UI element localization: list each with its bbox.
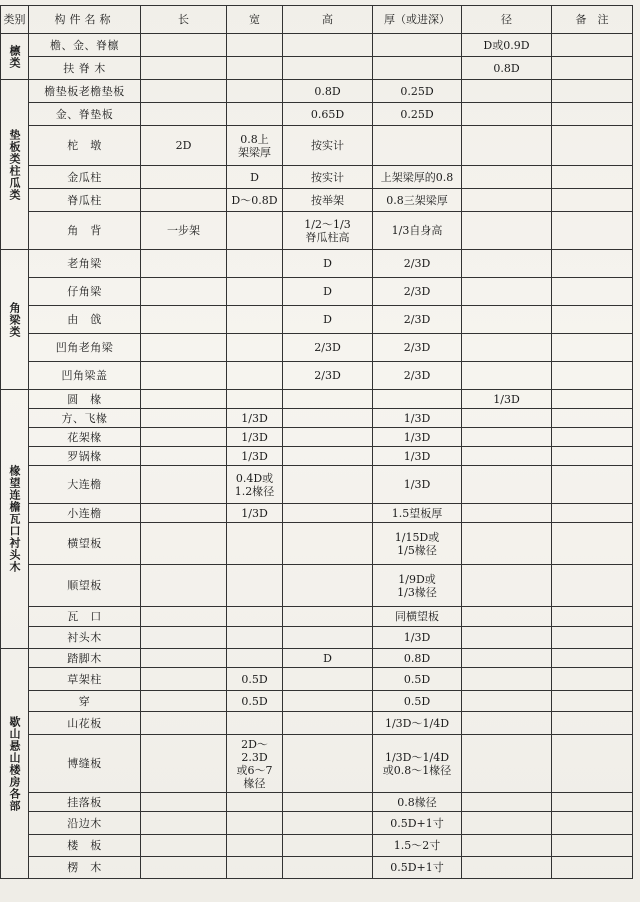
length-cell <box>141 362 227 390</box>
remarks-cell <box>552 126 633 166</box>
remarks-cell <box>552 565 633 607</box>
width-cell <box>227 649 283 668</box>
remarks-cell <box>552 212 633 250</box>
height-cell <box>283 712 373 735</box>
table-row <box>1 409 633 428</box>
width-cell <box>227 835 283 857</box>
category-cell: 垫板类柱瓜类 <box>1 80 29 250</box>
width-cell <box>227 103 283 126</box>
width-cell: 1/3D <box>227 428 283 447</box>
width-cell <box>227 80 283 103</box>
length-cell <box>141 334 227 362</box>
remarks-cell <box>552 712 633 735</box>
table-row <box>1 362 633 390</box>
table-row <box>1 523 633 565</box>
height-cell: 按实计 <box>283 166 373 189</box>
height-cell <box>283 523 373 565</box>
table-row <box>1 80 633 103</box>
thickness-cell <box>373 34 462 57</box>
width-cell: 1/3D <box>227 409 283 428</box>
width-cell <box>227 34 283 57</box>
component-name-cell: 圆 椽 <box>29 390 141 409</box>
remarks-cell <box>552 691 633 712</box>
table-row <box>1 691 633 712</box>
remarks-cell <box>552 334 633 362</box>
length-cell <box>141 278 227 306</box>
thickness-cell: 1/3D <box>373 466 462 504</box>
width-cell: 2D～2.3D 或6～7 椽径 <box>227 735 283 793</box>
table-row <box>1 306 633 334</box>
height-cell <box>283 607 373 627</box>
diameter-cell <box>462 565 552 607</box>
height-cell <box>283 565 373 607</box>
diameter-cell <box>462 504 552 523</box>
component-name-cell: 顺望板 <box>29 565 141 607</box>
length-cell <box>141 34 227 57</box>
table-row <box>1 126 633 166</box>
component-name-cell: 衬头木 <box>29 627 141 649</box>
height-cell <box>283 409 373 428</box>
table-row <box>1 735 633 793</box>
diameter-cell <box>462 793 552 812</box>
height-cell <box>283 627 373 649</box>
thickness-cell: 1/3D <box>373 428 462 447</box>
component-name-cell: 檐、金、脊檩 <box>29 34 141 57</box>
diameter-cell <box>462 712 552 735</box>
thickness-cell: 0.25D <box>373 103 462 126</box>
table-row <box>1 835 633 857</box>
width-cell: 0.8上 架梁厚 <box>227 126 283 166</box>
length-cell <box>141 306 227 334</box>
component-name-cell: 穿 <box>29 691 141 712</box>
length-cell <box>141 523 227 565</box>
diameter-cell <box>462 278 552 306</box>
component-name-cell: 金瓜柱 <box>29 166 141 189</box>
remarks-cell <box>552 428 633 447</box>
length-cell <box>141 428 227 447</box>
height-cell: D <box>283 306 373 334</box>
height-cell: 0.8D <box>283 80 373 103</box>
width-cell <box>227 565 283 607</box>
table-row <box>1 857 633 879</box>
category-cell: 歇山悬山楼房各部 <box>1 649 29 879</box>
height-cell <box>283 835 373 857</box>
remarks-cell <box>552 835 633 857</box>
thickness-cell: 1/3D～1/4D 或0.8～1椽径 <box>373 735 462 793</box>
table-row <box>1 57 633 80</box>
length-cell: 2D <box>141 126 227 166</box>
length-cell <box>141 835 227 857</box>
width-cell <box>227 607 283 627</box>
length-cell <box>141 793 227 812</box>
table-row <box>1 250 633 278</box>
component-name-cell: 横望板 <box>29 523 141 565</box>
diameter-cell <box>462 126 552 166</box>
thickness-cell: 1/3D <box>373 627 462 649</box>
diameter-cell <box>462 212 552 250</box>
width-cell: 1/3D <box>227 447 283 466</box>
remarks-cell <box>552 523 633 565</box>
remarks-cell <box>552 857 633 879</box>
height-cell: D <box>283 250 373 278</box>
table-row <box>1 166 633 189</box>
component-name-cell: 柁 墩 <box>29 126 141 166</box>
remarks-cell <box>552 649 633 668</box>
height-cell <box>283 428 373 447</box>
length-cell <box>141 390 227 409</box>
table-row <box>1 466 633 504</box>
table-row <box>1 189 633 212</box>
remarks-cell <box>552 627 633 649</box>
table-row <box>1 649 633 668</box>
length-cell <box>141 250 227 278</box>
component-name-cell: 草架柱 <box>29 668 141 691</box>
header-thickness: 厚（或进深） <box>373 6 462 34</box>
width-cell: D <box>227 166 283 189</box>
length-cell <box>141 627 227 649</box>
height-cell <box>283 390 373 409</box>
component-name-cell: 脊瓜柱 <box>29 189 141 212</box>
category-cell: 椽望连檐瓦口衬头木 <box>1 390 29 649</box>
thickness-cell: 2/3D <box>373 278 462 306</box>
width-cell: 1/3D <box>227 504 283 523</box>
length-cell <box>141 691 227 712</box>
component-name-cell: 博缝板 <box>29 735 141 793</box>
thickness-cell: 1.5～2寸 <box>373 835 462 857</box>
height-cell <box>283 57 373 80</box>
category-cell: 角梁类 <box>1 250 29 390</box>
height-cell <box>283 34 373 57</box>
diameter-cell <box>462 649 552 668</box>
header-component-name: 构件名称 <box>29 6 141 34</box>
remarks-cell <box>552 668 633 691</box>
component-name-cell: 老角梁 <box>29 250 141 278</box>
diameter-cell <box>462 857 552 879</box>
height-cell <box>283 691 373 712</box>
thickness-cell: 0.25D <box>373 80 462 103</box>
component-name-cell: 花架椽 <box>29 428 141 447</box>
component-name-cell: 金、脊垫板 <box>29 103 141 126</box>
length-cell <box>141 857 227 879</box>
thickness-cell: 上架梁厚的0.8 <box>373 166 462 189</box>
diameter-cell <box>462 362 552 390</box>
length-cell <box>141 80 227 103</box>
thickness-cell <box>373 57 462 80</box>
component-name-cell: 由 戗 <box>29 306 141 334</box>
diameter-cell <box>462 627 552 649</box>
table-row <box>1 607 633 627</box>
width-cell <box>227 57 283 80</box>
thickness-cell: 2/3D <box>373 306 462 334</box>
component-name-cell: 罗锅椽 <box>29 447 141 466</box>
length-cell <box>141 649 227 668</box>
height-cell <box>283 668 373 691</box>
component-name-cell: 踏脚木 <box>29 649 141 668</box>
height-cell <box>283 793 373 812</box>
table-row <box>1 812 633 835</box>
thickness-cell: 1.5望板厚 <box>373 504 462 523</box>
thickness-cell: 2/3D <box>373 250 462 278</box>
table-row <box>1 212 633 250</box>
length-cell <box>141 712 227 735</box>
thickness-cell: 0.8D <box>373 649 462 668</box>
width-cell <box>227 523 283 565</box>
thickness-cell: 0.5D <box>373 668 462 691</box>
component-name-cell: 方、飞椽 <box>29 409 141 428</box>
diameter-cell: D或0.9D <box>462 34 552 57</box>
table-row <box>1 103 633 126</box>
thickness-cell <box>373 126 462 166</box>
header-length: 长 <box>141 6 227 34</box>
remarks-cell <box>552 189 633 212</box>
diameter-cell <box>462 80 552 103</box>
thickness-cell: 0.5D+1寸 <box>373 812 462 835</box>
component-name-cell: 挂落板 <box>29 793 141 812</box>
width-cell <box>227 390 283 409</box>
diameter-cell <box>462 691 552 712</box>
thickness-cell: 1/9D或 1/3椽径 <box>373 565 462 607</box>
height-cell: D <box>283 649 373 668</box>
category-cell: 檩类 <box>1 34 29 80</box>
width-cell <box>227 857 283 879</box>
table-row <box>1 565 633 607</box>
diameter-cell <box>462 466 552 504</box>
length-cell <box>141 565 227 607</box>
thickness-cell: 同横望板 <box>373 607 462 627</box>
diameter-cell <box>462 812 552 835</box>
component-name-cell: 角 背 <box>29 212 141 250</box>
diameter-cell <box>462 306 552 334</box>
component-name-cell: 楞 木 <box>29 857 141 879</box>
height-cell: 2/3D <box>283 362 373 390</box>
height-cell <box>283 812 373 835</box>
height-cell <box>283 857 373 879</box>
header-height: 高 <box>283 6 373 34</box>
length-cell <box>141 409 227 428</box>
thickness-cell: 2/3D <box>373 334 462 362</box>
height-cell: D <box>283 278 373 306</box>
component-name-cell: 扶 脊 木 <box>29 57 141 80</box>
table-row <box>1 278 633 306</box>
diameter-cell <box>462 250 552 278</box>
width-cell: D～0.8D <box>227 189 283 212</box>
thickness-cell: 0.8三架梁厚 <box>373 189 462 212</box>
thickness-cell: 1/15D或 1/5椽径 <box>373 523 462 565</box>
remarks-cell <box>552 34 633 57</box>
height-cell: 2/3D <box>283 334 373 362</box>
width-cell <box>227 278 283 306</box>
component-name-cell: 凹角老角梁 <box>29 334 141 362</box>
diameter-cell <box>462 428 552 447</box>
width-cell <box>227 793 283 812</box>
length-cell <box>141 166 227 189</box>
length-cell <box>141 189 227 212</box>
diameter-cell <box>462 334 552 362</box>
length-cell <box>141 57 227 80</box>
remarks-cell <box>552 306 633 334</box>
length-cell <box>141 812 227 835</box>
table-row <box>1 504 633 523</box>
thickness-cell <box>373 390 462 409</box>
remarks-cell <box>552 607 633 627</box>
width-cell <box>227 362 283 390</box>
height-cell: 1/2～1/3 脊瓜柱高 <box>283 212 373 250</box>
length-cell <box>141 447 227 466</box>
remarks-cell <box>552 80 633 103</box>
height-cell <box>283 447 373 466</box>
component-name-cell: 楼 板 <box>29 835 141 857</box>
length-cell <box>141 735 227 793</box>
length-cell <box>141 668 227 691</box>
table-row <box>1 793 633 812</box>
component-dimensions-table <box>0 5 633 879</box>
diameter-cell <box>462 735 552 793</box>
component-name-cell: 小连檐 <box>29 504 141 523</box>
diameter-cell <box>462 409 552 428</box>
component-name-cell: 瓦 口 <box>29 607 141 627</box>
height-cell: 按实计 <box>283 126 373 166</box>
thickness-cell: 1/3自身高 <box>373 212 462 250</box>
height-cell: 按举架 <box>283 189 373 212</box>
table-row <box>1 627 633 649</box>
remarks-cell <box>552 812 633 835</box>
remarks-cell <box>552 57 633 80</box>
height-cell <box>283 466 373 504</box>
remarks-cell <box>552 166 633 189</box>
width-cell <box>227 812 283 835</box>
width-cell: 0.4D或 1.2椽径 <box>227 466 283 504</box>
length-cell <box>141 466 227 504</box>
thickness-cell: 0.8椽径 <box>373 793 462 812</box>
table-row <box>1 390 633 409</box>
height-cell: 0.65D <box>283 103 373 126</box>
diameter-cell <box>462 607 552 627</box>
diameter-cell <box>462 189 552 212</box>
remarks-cell <box>552 390 633 409</box>
remarks-cell <box>552 278 633 306</box>
table-row <box>1 428 633 447</box>
diameter-cell: 1/3D <box>462 390 552 409</box>
component-name-cell: 凹角梁盖 <box>29 362 141 390</box>
width-cell: 0.5D <box>227 668 283 691</box>
remarks-cell <box>552 793 633 812</box>
header-diameter: 径 <box>462 6 552 34</box>
diameter-cell <box>462 166 552 189</box>
table-row <box>1 34 633 57</box>
thickness-cell: 0.5D <box>373 691 462 712</box>
diameter-cell <box>462 668 552 691</box>
height-cell <box>283 735 373 793</box>
width-cell <box>227 306 283 334</box>
width-cell <box>227 334 283 362</box>
table-row <box>1 712 633 735</box>
remarks-cell <box>552 447 633 466</box>
header-category: 类别 <box>1 6 29 34</box>
thickness-cell: 1/3D <box>373 409 462 428</box>
header-remarks: 备 注 <box>552 6 633 34</box>
remarks-cell <box>552 103 633 126</box>
remarks-cell <box>552 250 633 278</box>
remarks-cell <box>552 504 633 523</box>
thickness-cell: 1/3D～1/4D <box>373 712 462 735</box>
thickness-cell: 1/3D <box>373 447 462 466</box>
diameter-cell <box>462 103 552 126</box>
remarks-cell <box>552 466 633 504</box>
width-cell <box>227 250 283 278</box>
table-body <box>1 34 633 879</box>
length-cell <box>141 103 227 126</box>
width-cell: 0.5D <box>227 691 283 712</box>
header-width: 宽 <box>227 6 283 34</box>
width-cell <box>227 627 283 649</box>
component-name-cell: 大连檐 <box>29 466 141 504</box>
thickness-cell: 2/3D <box>373 362 462 390</box>
table-row <box>1 668 633 691</box>
remarks-cell <box>552 409 633 428</box>
component-name-cell: 檐垫板老檐垫板 <box>29 80 141 103</box>
remarks-cell <box>552 362 633 390</box>
component-name-cell: 沿边木 <box>29 812 141 835</box>
remarks-cell <box>552 735 633 793</box>
diameter-cell: 0.8D <box>462 57 552 80</box>
length-cell <box>141 504 227 523</box>
component-name-cell: 仔角梁 <box>29 278 141 306</box>
length-cell <box>141 607 227 627</box>
diameter-cell <box>462 447 552 466</box>
table-row <box>1 447 633 466</box>
header-row <box>1 6 633 34</box>
height-cell <box>283 504 373 523</box>
width-cell <box>227 712 283 735</box>
table-row <box>1 334 633 362</box>
component-name-cell: 山花板 <box>29 712 141 735</box>
thickness-cell: 0.5D+1寸 <box>373 857 462 879</box>
length-cell: 一步架 <box>141 212 227 250</box>
diameter-cell <box>462 523 552 565</box>
width-cell <box>227 212 283 250</box>
diameter-cell <box>462 835 552 857</box>
